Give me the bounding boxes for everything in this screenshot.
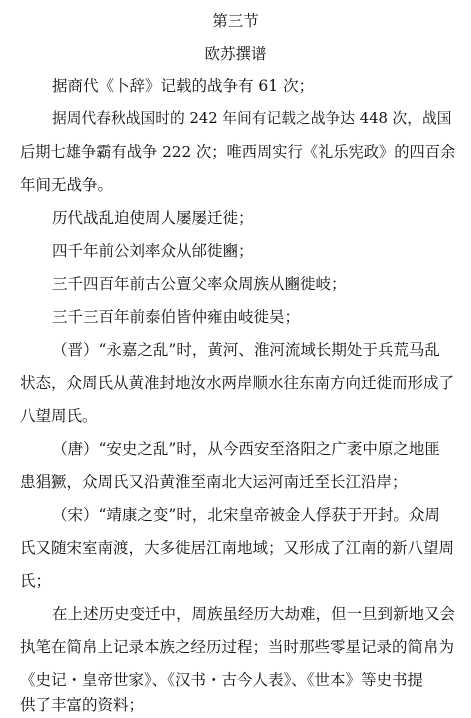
text-line: 《史记・皇帝世家》、《汉书・古今人表》、《世本》等史书提 [20, 671, 424, 689]
text-line: 后期七雄争霸有战争 222 次；唯西周实行《礼乐宪政》的四百余 [20, 143, 456, 161]
text-line: 历代战乱迫使周人屡屡迁徙； [52, 209, 254, 227]
section-title: 第三节 [212, 12, 259, 30]
text-line: 氏； [20, 572, 52, 590]
text-line: 三千四百年前古公亶父率众周族从豳徙岐； [52, 275, 347, 293]
text-line: 供了丰富的资料； [20, 696, 145, 714]
text-line: 三千三百年前泰伯皆仲雍由岐徙吴； [52, 308, 301, 326]
text-line: 患猖獗，众周氏又沿黄淮至南北大运河南迁至长江沿岸； [20, 473, 408, 491]
text-line: 状态，众周氏从黄准封地汝水两岸顺水往东南方向迁徙而形成了 [20, 374, 455, 392]
text-line: 执笔在简帛上记录本族之经历过程；当时那些零星记录的简帛为 [20, 638, 455, 656]
section-subtitle: 欧苏撰谱 [204, 45, 267, 63]
text-line: 氏又随宋室南渡，大多徙居江南地域；又形成了江南的新八望周 [20, 539, 455, 557]
text-line: 在上述历史变迁中，周族虽经历大劫难，但一旦到新地又会 [52, 605, 456, 623]
text-line: （宋）“靖康之变”时，北宋皇帝被金人俘获于开封。众周 [52, 506, 440, 524]
text-line: 四千年前公刘率众从邰徙豳； [52, 242, 254, 260]
text-line: 八望周氏。 [20, 407, 98, 425]
text-line: 年间无战争。 [20, 176, 114, 194]
text-line: 据商代《卜辞》记载的战争有 61 次； [52, 77, 315, 95]
text-line: （唐）“安史之乱”时，从今西安至洛阳之广袤中原之地匪 [52, 440, 440, 458]
text-line: （晋）“永嘉之乱”时，黄河、淮河流域长期处于兵荒马乱 [52, 341, 440, 359]
text-line: 据周代春秋战国时的 242 年间有记载之战争达 448 次，战国 [52, 110, 452, 127]
